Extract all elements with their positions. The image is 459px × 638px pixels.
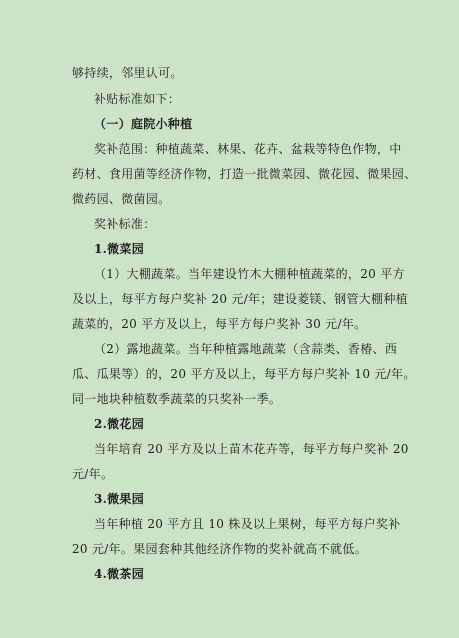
text-line-19: 当年种植 20 平方且 10 株及以上果树，每平方每户奖补 bbox=[94, 517, 401, 531]
text-line-5: 药材、食用菌等经济作物，打造一批微菜园、微花园、微果园、 bbox=[72, 167, 417, 181]
text-line-4: 奖补范围：种植蔬菜、林果、花卉、盆栽等特色作物，中 bbox=[94, 142, 402, 156]
text-line-13: 瓜、瓜果等）的，20 平方及以上，每平方每户奖补 10 元/年。 bbox=[72, 367, 416, 381]
text-line-2: 补贴标准如下： bbox=[94, 92, 181, 106]
text-line-9: （1）大棚蔬菜。当年建设竹木大棚种植蔬菜的，20 平方 bbox=[94, 267, 405, 281]
text-line-16: 当年培育 20 平方及以上苗木花卉等，每平方每户奖补 20 bbox=[94, 442, 409, 456]
text-line-7: 奖补标准： bbox=[94, 217, 156, 231]
text-line-1: 够持续，邻里认可。 bbox=[72, 66, 183, 80]
subheading-vegetable-garden: 1.微菜园 bbox=[94, 242, 145, 256]
text-line-17: 元/年。 bbox=[72, 467, 114, 481]
text-line-20: 20 元/年。果园套种其他经济作物的奖补就高不就低。 bbox=[72, 542, 367, 556]
section-heading-1: （一）庭院小种植 bbox=[94, 117, 193, 131]
subheading-orchard: 3.微果园 bbox=[94, 492, 145, 506]
subheading-flower-garden: 2.微花园 bbox=[94, 417, 145, 431]
text-line-11: 蔬菜的，20 平方及以上，每平方每户奖补 30 元/年。 bbox=[72, 317, 367, 331]
subheading-tea-garden: 4.微茶园 bbox=[94, 567, 145, 581]
text-line-6: 微药园、微菌园。 bbox=[72, 192, 171, 206]
text-line-14: 同一地块种植数季蔬菜的只奖补一季。 bbox=[72, 392, 282, 406]
text-line-10: 及以上，每平方每户奖补 20 元/年；建设菱镁、钢管大棚种植 bbox=[72, 292, 408, 306]
text-line-12: （2）露地蔬菜。当年种植露地蔬菜（含蒜类、香椿、西 bbox=[94, 342, 398, 356]
